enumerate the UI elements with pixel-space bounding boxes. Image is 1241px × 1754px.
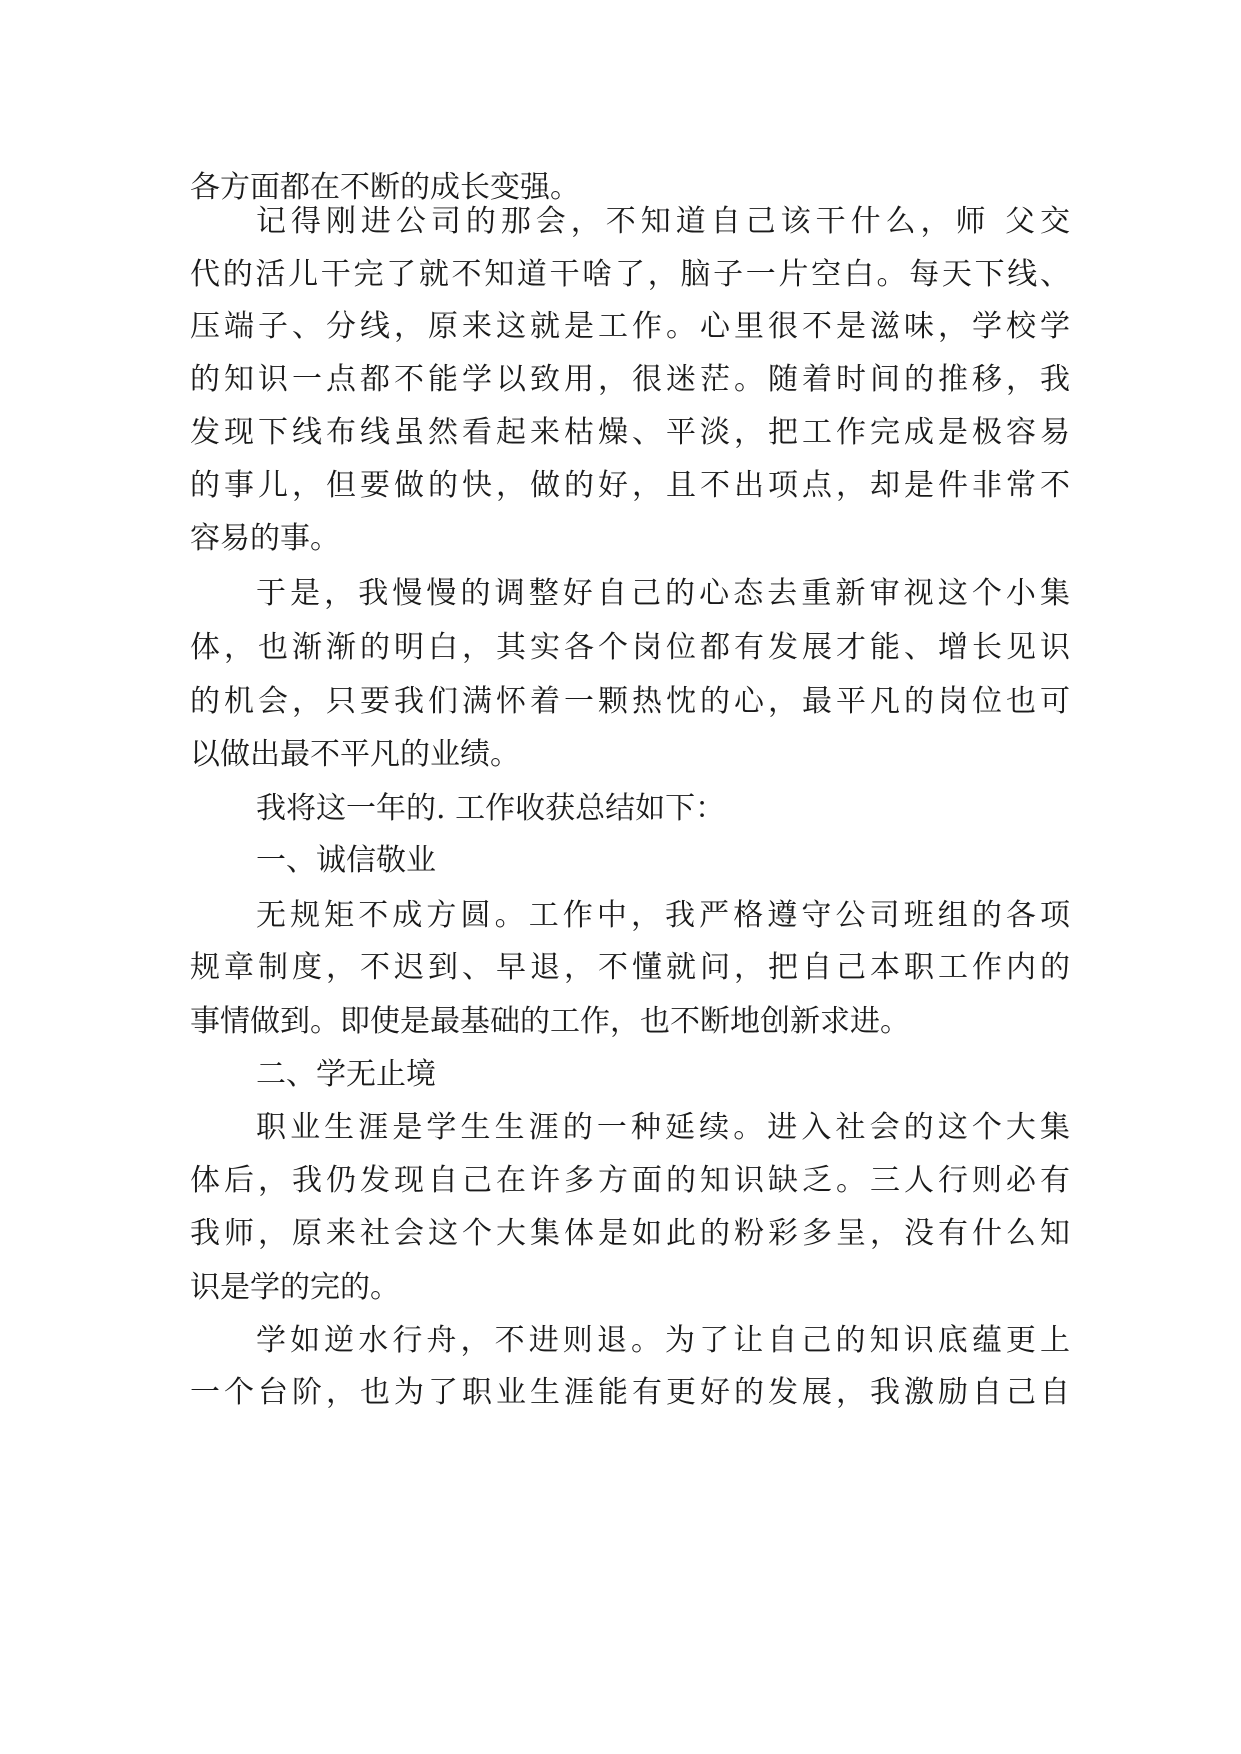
section-heading: 二、学无止境: [256, 1057, 436, 1092]
body-text-line: 体后，我仍发现自己在许多方面的知识缺乏。三人行则必有: [190, 1163, 1070, 1198]
paragraph-first-line: 职业生涯是学生生涯的一种延续。进入社会的这个大集: [256, 1110, 1070, 1145]
paragraph-first-line: 于是，我慢慢的调整好自己的心态去重新审视这个小集: [256, 576, 1070, 611]
body-text-line: 事情做到。即使是最基础的工作，也不断地创新求进。: [190, 1004, 910, 1039]
body-text-line: 压端子、分线，原来这就是工作。心里很不是滋味，学校学: [190, 309, 1070, 344]
body-text-line: 各方面都在不断的成长变强。: [190, 170, 580, 205]
paragraph-first-line: 无规矩不成方圆。工作中，我严格遵守公司班组的各项: [256, 898, 1070, 933]
section-heading: 一、诚信敬业: [256, 843, 436, 878]
body-text-line: 识是学的完的。: [190, 1270, 400, 1305]
body-text-line: 的知识一点都不能学以致用，很迷茫。随着时间的推移，我: [190, 362, 1070, 397]
body-text-line: 容易的事。: [190, 521, 340, 556]
body-text-line: 的机会，只要我们满怀着一颗热忱的心，最平凡的岗位也可: [190, 684, 1070, 719]
paragraph-first-line: 记得刚进公司的那会，不知道自己该干什么，师 父交: [256, 204, 1070, 239]
body-text-line: 的事儿，但要做的快，做的好，且不出项点，却是件非常不: [190, 468, 1070, 503]
body-text-line: 体，也渐渐的明白，其实各个岗位都有发展才能、增长见识: [190, 630, 1070, 665]
body-text-line: 我师，原来社会这个大集体是如此的粉彩多呈，没有什么知: [190, 1216, 1070, 1251]
body-text-line: 规章制度，不迟到、早退，不懂就问，把自己本职工作内的: [190, 950, 1070, 985]
paragraph-first-line: 我将这一年的. 工作收获总结如下：: [256, 791, 726, 826]
body-text-line: 发现下线布线虽然看起来枯燥、平淡，把工作完成是极容易: [190, 415, 1070, 450]
body-text-line: 代的活儿干完了就不知道干啥了，脑子一片空白。每天下线、: [190, 257, 1070, 292]
body-text-line: 一个台阶，也为了职业生涯能有更好的发展，我激励自己自: [190, 1375, 1070, 1410]
body-text-line: 以做出最不平凡的业绩。: [190, 737, 520, 772]
paragraph-first-line: 学如逆水行舟，不进则退。为了让自己的知识底蕴更上: [256, 1323, 1070, 1358]
